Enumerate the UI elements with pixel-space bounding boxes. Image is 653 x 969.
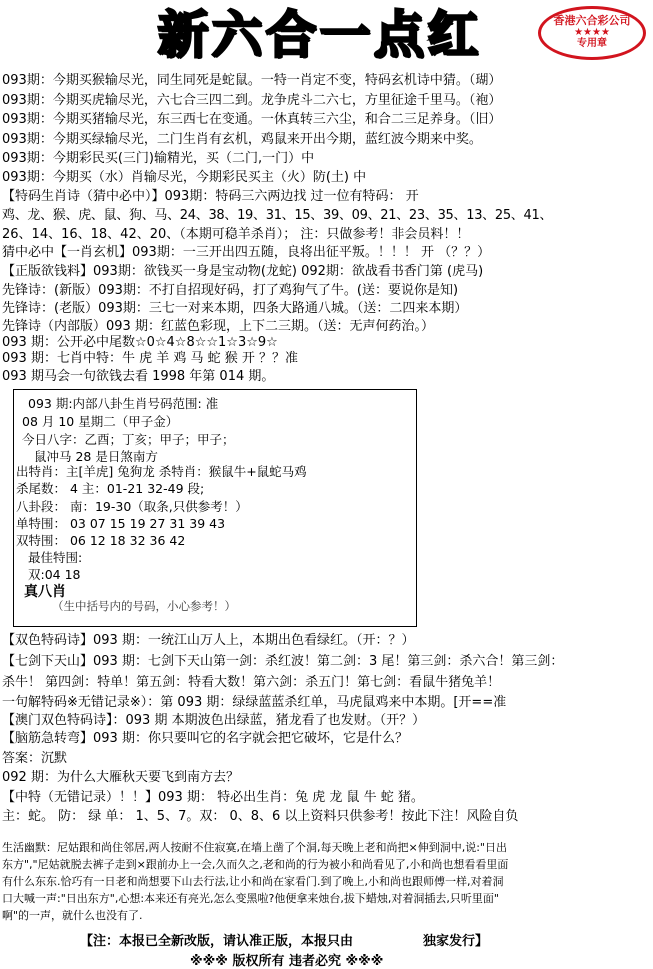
text-line: 猜中必中【一肖玄机】093期：一三开出四五随，良将出征平叛。！！！ 开 （？？） bbox=[2, 245, 491, 260]
box-bazi: 今日八字：乙酉；丁亥；甲子；甲子； bbox=[22, 432, 235, 447]
footer-notice-a: 【注：本报已全新改版，请认准正版，本报只由 bbox=[80, 934, 354, 949]
text-line: 093 期：公开必中尾数☆0☆4☆8☆☆1☆3☆9☆ bbox=[2, 335, 278, 350]
text-line: 主：蛇。 防： 绿 单： 1、5、7。双： 0、8、6 以上资料只供参考！按此下注！风险自负 bbox=[2, 809, 519, 824]
box-zui: 最佳特围: bbox=[28, 550, 83, 565]
text-line: 【双色特码诗】093 期：一统江山万人上，本期出色看绿红。（开：？） bbox=[2, 633, 415, 648]
box-chong: 鼠冲马 28 是日煞南方 bbox=[34, 449, 158, 464]
joke-line: 东方","尼姑就脱去裤子走到×跟前办上一会,久而久之,老和尚的行为被小和尚看见了,小和尚也想看看里面 bbox=[2, 858, 509, 871]
text-line: 26、14、16、18、42、20、（本期可稳羊杀肖）； 注：只做参考！非会员料！！ bbox=[2, 227, 470, 242]
bagua-info-box bbox=[13, 389, 417, 627]
text-line: 093期：今期买虎输尽光，六七合三四二到。龙争虎斗二六七，方里征途千里马。（袍） bbox=[2, 93, 502, 108]
stamp-bottom-text: 专用章 bbox=[577, 38, 607, 49]
footer-copyright: ※※※ 版权所有 违者必究 ※※※ bbox=[190, 954, 384, 969]
box-date: 08 月 10 星期二（甲子金） bbox=[22, 414, 179, 429]
text-line: 先锋诗（内部版）093 期：红蓝色彩现，上下二三期。（送：无声何药治。） bbox=[2, 319, 434, 334]
text-line: 先锋诗：(老版）093期：三七一对来本期，四条大路通八城。（送：二四来本期） bbox=[2, 301, 468, 316]
joke-line: 口大喊一声:"日出东方",心想:本来还有亮光,怎么变黑啦?他便拿来烛台,拔下蜡烛,对着洞插去,只听里面" bbox=[2, 892, 499, 905]
text-line: 093期：今期彩民买(三门)输精光，买（二门,一门）中 bbox=[2, 151, 315, 166]
box-shuang2: 双:04 18 bbox=[28, 567, 81, 582]
text-line: 【澳门双色特码诗】：093 期 本期波色出绿蓝，猪龙看了也发财。（开？） bbox=[2, 713, 426, 728]
footer-notice-b: 独家发行】 bbox=[423, 934, 489, 949]
text-line: 鸡、龙、猴、虎、鼠、狗、马、24、38、19、31、15、39、09、21、23、35、13、25、41、 bbox=[2, 208, 553, 223]
joke-line: 生活幽默：尼姑跟和尚住邻居,两人按耐不住寂寞,在墙上凿了个洞,每天晚上老和尚把×伸到洞中,说:"日出 bbox=[2, 841, 507, 854]
box-title: 093 期:内部八卦生肖号码范围: 准 bbox=[28, 396, 219, 411]
box-dan: 单特围： 03 07 15 19 27 31 39 43 bbox=[16, 516, 226, 531]
text-line: 【特码生肖诗（猜中必中）】093期：特码三六两边找 过一位有特码： 开 bbox=[2, 189, 419, 204]
text-line: 一句解特码※无错记录※）：第 093 期：绿绿蓝蓝杀红单，马虎鼠鸡来中本期。[开==准 bbox=[2, 695, 507, 710]
box-chute: 出特肖：主[羊虎] 兔狗龙 杀特肖：猴鼠牛+鼠蛇马鸡 bbox=[16, 464, 307, 479]
text-line: 答案：沉默 bbox=[2, 751, 68, 766]
box-note: （生中括号内的号码，小心参考！） bbox=[52, 599, 236, 613]
box-shuang: 双特围： 06 12 18 32 36 42 bbox=[16, 533, 186, 548]
box-bagua: 八卦段： 南：19-30（取条,只供参考！） bbox=[16, 499, 248, 514]
joke-line: 有什么东东.恰巧有一日老和尚想要下山去行法,让小和尚在家看门.到了晚上,小和尚也跟师傅一样,对着洞 bbox=[2, 875, 504, 888]
text-line: 093 期马会一句欲钱去看 1998 年第 014 期。 bbox=[2, 369, 275, 384]
text-line: 先锋诗：(新版）093期：不打自招现好码，打了鸡狗气了牛。(送：要说你是知) bbox=[2, 283, 459, 298]
text-line: 093 期：七肖中特：牛 虎 羊 鸡 马 蛇 猴 开 ？？准 bbox=[2, 351, 299, 366]
stamp-stars: ★★★★ bbox=[574, 27, 610, 38]
text-line: 【中特（无错记录）！！】093 期： 特必出生肖：兔 虎 龙 鼠 牛 蛇 猪。 bbox=[2, 790, 424, 805]
text-line: 【七剑下天山】093 期：七剑下天山第一剑：杀红波！第二剑：3 尾！第三剑：杀六合！第三剑： bbox=[2, 654, 564, 669]
joke-line: 啊"的一声，就什么也没有了. bbox=[2, 909, 143, 922]
text-line: 093期：今期买（水）肖输尽光，今期彩民买主（火）防(土) 中 bbox=[2, 170, 367, 185]
text-line: 093期：今期买猴输尽光，同生同死是蛇鼠。一特一肖定不变，特码玄机诗中猜。（瑚） bbox=[2, 73, 502, 88]
footer-notice bbox=[80, 930, 488, 949]
redacted-area bbox=[353, 935, 423, 949]
newspaper-title: 新六合一点红 bbox=[158, 5, 482, 64]
box-zhenxiao: 真八肖 bbox=[24, 584, 66, 600]
text-line: 093期：今期买猪输尽光，东三西七在变通。一休真转三六尘，和合二三足养身。（旧） bbox=[2, 112, 502, 127]
text-line: 【正版欲钱料】093期：欲钱买一身是宝动物(龙蛇) 092期：欲战看书香门第 (虎马) bbox=[2, 264, 484, 279]
stamp-top-text: 香港六合彩公司 bbox=[553, 14, 631, 27]
text-line: 【脑筋急转弯】093 期：你只要叫它的名字就会把它破坏，它是什么？ bbox=[2, 731, 408, 746]
box-shawei: 杀尾数： 4 主：01-21 32-49 段; bbox=[16, 481, 205, 496]
company-stamp bbox=[538, 6, 646, 60]
text-line: 092 期：为什么大雁秋天要飞到南方去？ bbox=[2, 770, 239, 785]
text-line: 093期：今期买绿输尽光，二门生肖有玄机，鸡鼠来开出今期，蓝红波今期来中奖。 bbox=[2, 132, 482, 147]
text-line: 杀牛！ 第四剑：特单！第五剑：特看大数！第六剑：杀五门！第七剑：看鼠牛猪兔羊！ bbox=[2, 675, 501, 690]
